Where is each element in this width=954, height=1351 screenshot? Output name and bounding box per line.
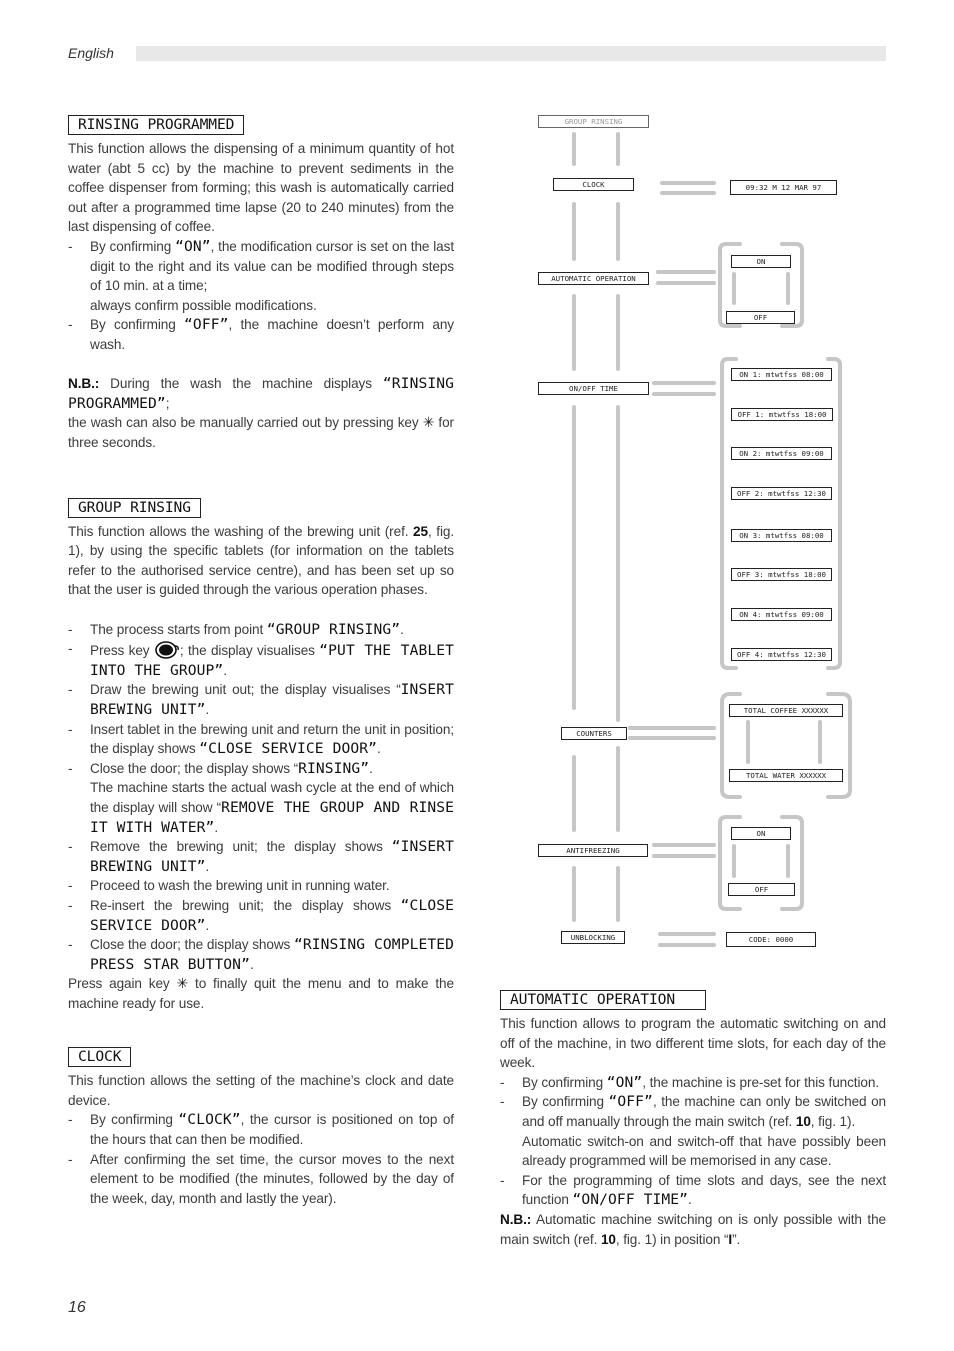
rinsing-programmed-intro: This function allows the dispensing of a minimum quantity of hot water (abt 5 cc) by the machine to prevent sediments in the coffee dispenser from forming; this wash is automatically carried out after a programmed time lapse (20 to 240 minutes) from the last dispensing of coffee. <box>68 141 454 235</box>
display-box-time-5: ON 3: mtwtfss 08:00 <box>731 529 832 542</box>
menu-box-counters: COUNTERS <box>561 727 627 740</box>
display-box-time-6: OFF 3: mtwtfss 18:00 <box>731 568 832 581</box>
display-box-time-1: ON 1: mtwtfss 08:00 <box>731 368 832 381</box>
list-item: - The process starts from point “GROUP RINSING”. <box>68 620 454 640</box>
group-rinsing-end: Press again key ✳ to finally quit the menu and to make the machine ready for use. <box>68 975 454 1011</box>
display-box-code: CODE: 0000 <box>726 932 816 947</box>
list-item: - Close the door; the display shows “RINSING COMPLETED PRESS STAR BUTTON”. <box>68 935 454 974</box>
display-box-anti-off: OFF <box>728 883 795 896</box>
display-box-total-coffee: TOTAL COFFEE XXXXXX <box>729 704 843 717</box>
header-bar <box>136 46 886 61</box>
rinsing-programmed-note-2: the wash can also be manually carried out by pressing key ✳ for three seconds. <box>68 414 454 450</box>
group-rinsing-steps <box>68 620 454 975</box>
display-box-time-3: ON 2: mtwtfss 09:00 <box>731 447 832 460</box>
list-item: - By confirming “ON”, the machine is pre-set for this function. <box>500 1073 886 1093</box>
list-item: - Proceed to wash the brewing unit in running water. <box>68 876 454 896</box>
list-item: - By confirming “CLOCK”, the cursor is positioned on top of the hours that can then be modified. <box>68 1110 454 1149</box>
list-item: - After confirming the set time, the cursor moves to the next element to be modified (the minutes, followed by the day of the week, day, month and lastly the year). <box>68 1150 454 1209</box>
display-box-auto-off: OFF <box>726 311 795 324</box>
display-box-time-7: ON 4: mtwtfss 09:00 <box>731 608 832 621</box>
list-item: - For the programming of time slots and days, see the next function “ON/OFF TIME”. <box>500 1171 886 1210</box>
rinsing-programmed-title: RINSING PROGRAMMED <box>68 115 244 135</box>
star-key-icon: ✳ <box>176 975 189 992</box>
automatic-operation-note: N.B.: Automatic machine switching on is only possible with the main switch (ref. 10, fig. 1) in position “I”. <box>500 1211 886 1247</box>
menu-box-automatic-operation: AUTOMATIC OPERATION <box>538 272 649 285</box>
menu-box-unblocking: UNBLOCKING <box>561 931 625 944</box>
group-rinsing-intro: This function allows the washing of the brewing unit (ref. 25, fig. 1), by using the specific tablets (for information on the tablets refer to the authorised service centre), and has been set up so that the user is guided through the various operation phases. <box>68 523 454 598</box>
display-box-anti-on: ON <box>731 827 791 840</box>
left-column <box>68 115 454 1208</box>
list-item: - By confirming “ON”, the modification cursor is set on the last digit to the right and its value can be modified through steps of 10 min. at a time; always confirm possible modifications. <box>68 237 454 315</box>
menu-box-group-rinsing: GROUP RINSING <box>538 115 649 128</box>
clock-intro: This function allows the setting of the machine’s clock and date device. <box>68 1073 454 1108</box>
list-item: - By confirming “OFF”, the machine can only be switched on and off manually through the main switch (ref. 10, fig. 1). Automatic switch-on and switch-off that have possibly been already programmed will be memorised in any case. <box>500 1092 886 1170</box>
loop-onoff-time <box>722 359 736 668</box>
list-item: - Press key ; the display visualises “PUT THE TABLET INTO THE GROUP”. <box>68 639 454 680</box>
menu-box-clock: CLOCK <box>553 178 634 191</box>
display-box-auto-on: ON <box>731 255 791 268</box>
group-rinsing-title: GROUP RINSING <box>68 498 201 518</box>
automatic-operation-title: AUTOMATIC OPERATION <box>500 990 706 1010</box>
list-item: - Close the door; the display shows “RINSING”. The machine starts the actual wash cycle at the end of which the display will show “REMOVE THE GROUP AND RINSE IT WITH WATER”. <box>68 759 454 837</box>
display-box-time-8: OFF 4: mtwtfss 12:30 <box>731 648 832 661</box>
rinsing-programmed-list <box>68 237 454 355</box>
coffee-cup-icon <box>154 639 180 659</box>
automatic-operation-intro: This function allows to program the automatic switching on and off of the machine, in two different time slots, for each day of the week. <box>500 1016 886 1071</box>
list-item: - Remove the brewing unit; the display shows “INSERT BREWING UNIT”. <box>68 837 454 876</box>
page-number: 16 <box>68 1299 86 1316</box>
display-box-clock-value: 09:32 M 12 MAR 97 <box>730 180 837 195</box>
list-item: - By confirming “OFF”, the machine doesn’t perform any wash. <box>68 315 454 354</box>
list-item: - Draw the brewing unit out; the display visualises “INSERT BREWING UNIT”. <box>68 680 454 719</box>
menu-box-antifreezing: ANTIFREEZING <box>538 844 648 857</box>
menu-box-on-off-time: ON/OFF TIME <box>538 382 649 395</box>
automatic-operation-list <box>500 1073 886 1210</box>
list-item: - Insert tablet in the brewing unit and return the unit in position; the display shows “CLOSE SERVICE DOOR”. <box>68 720 454 759</box>
list-item: - Re-insert the brewing unit; the display shows “CLOSE SERVICE DOOR”. <box>68 896 454 935</box>
header-language: English <box>68 45 114 61</box>
rinsing-programmed-note: N.B.: During the wash the machine displays “RINSING PROGRAMMED”; <box>68 375 454 412</box>
display-box-time-4: OFF 2: mtwtfss 12:30 <box>731 487 832 500</box>
star-key-icon: ✳ <box>422 414 435 431</box>
clock-title: CLOCK <box>68 1047 131 1067</box>
right-column <box>500 990 886 1249</box>
display-box-total-water: TOTAL WATER XXXXXX <box>729 769 843 782</box>
clock-list <box>68 1110 454 1208</box>
display-box-time-2: OFF 1: mtwtfss 18:00 <box>731 408 833 421</box>
